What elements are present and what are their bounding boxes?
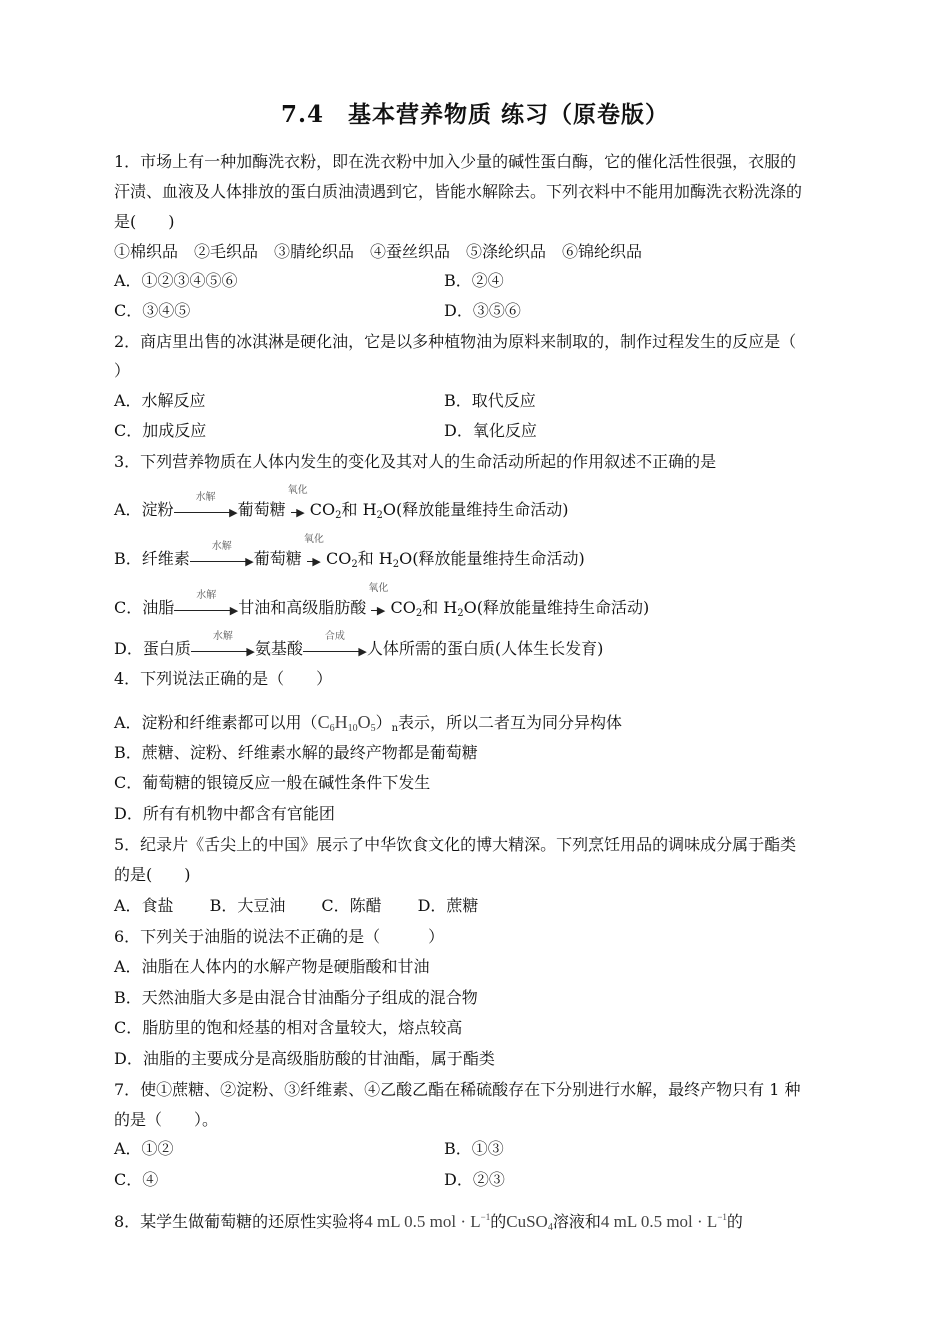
q1-option-a: A．①②③④⑤⑥ [114, 271, 238, 290]
q4-option-a [114, 712, 622, 734]
arrow-label: 水解 [196, 589, 217, 601]
arrow-label: 氧化 [287, 484, 308, 496]
arrow-label: 水解 [211, 540, 232, 552]
q4-option-d: D．所有有机物中都含有官能团 [114, 804, 335, 823]
q8-conc2: 4 mL 0.5 mol · L [600, 1212, 718, 1231]
arrow-label: 合成 [324, 630, 345, 642]
q1-option-c: C．③④⑤ [114, 301, 191, 320]
hydrolysis-arrow: 水解 ▶ [190, 550, 254, 570]
and-h-text: 和 H [341, 500, 377, 519]
q7-option-a: A．①② [114, 1139, 174, 1158]
page-title: 7.4 基本营养物质 练习（原卷版） [280, 101, 670, 128]
q8-mid2: 溶液和 [552, 1212, 601, 1231]
q4-option-b: B．蔗糖、淀粉、纤维素水解的最终产物都是葡萄糖 [114, 743, 478, 762]
q3-d-amino: 氨基酸 [254, 639, 303, 658]
q4-stem: 4．下列说法正确的是（ ） [114, 669, 333, 688]
q6-option-b: B．天然油脂大多是由混合甘油酯分子组成的混合物 [114, 988, 478, 1007]
q1-items: ①棉织品 ②毛织品 ③腈纶织品 ④蚕丝织品 ⑤涤纶织品 ⑥锦纶织品 [114, 242, 643, 261]
and-h-text: 和 H [357, 549, 393, 568]
arrow-label: 氧化 [368, 582, 389, 594]
q3-d-prefix: D．蛋白质 [114, 639, 191, 658]
release-text: O(释放能量维持生命活动) [382, 500, 569, 519]
q1-stem-line3: 是( ) [114, 212, 175, 231]
arrow-label: 水解 [195, 491, 216, 503]
q2-option-b: B．取代反应 [444, 391, 536, 410]
q5-option-d: D．蔗糖 [417, 896, 479, 915]
release-text: O(释放能量维持生命活动) [463, 598, 650, 617]
q2-option-a: A．水解反应 [114, 391, 206, 410]
q1-option-b: B．②④ [444, 271, 504, 290]
q5-stem-line2: 的是( ) [114, 865, 191, 884]
q5-option-b: B．大豆油 [209, 896, 286, 915]
q6-stem: 6．下列关于油脂的说法不正确的是（ ） [114, 927, 445, 946]
q7-option-c: C．④ [114, 1170, 159, 1189]
q6-option-a: A．油脂在人体内的水解产物是硬脂酸和甘油 [114, 957, 430, 976]
q2-stem-line1: 2．商店里出售的冰淇淋是硬化油，它是以多种植物油为原料来制取的，制作过程发生的反应是（ [114, 332, 797, 351]
q4-a-tail: 表示，所以二者互为同分异构体 [398, 713, 623, 732]
oxidation-arrow: 氧化 ▶ [307, 550, 321, 570]
synthesis-arrow: 合成 ▶ [303, 640, 367, 660]
oxidation-arrow: 氧化 ▶ [291, 501, 305, 521]
q3-a-glucose: 葡萄糖 [237, 500, 286, 519]
hydrolysis-arrow: 水解 ▶ [174, 599, 238, 619]
q1-option-d: D．③⑤⑥ [444, 301, 521, 320]
q8-conc1: 4 mL 0.5 mol · L [364, 1212, 481, 1231]
q3-stem: 3．下列营养物质在人体内发生的变化及其对人的生命活动所起的作用叙述不正确的是 [114, 452, 717, 471]
q8-exp1: −1 [480, 1212, 491, 1222]
arrow-label: 氧化 [303, 533, 324, 545]
q2-stem-line2: ） [114, 361, 131, 380]
q5-option-c: C．陈醋 [321, 896, 382, 915]
hydrolysis-arrow: 水解 ▶ [191, 640, 255, 660]
q8-pre: 8．某学生做葡萄糖的还原性实验将 [114, 1212, 365, 1231]
formula-sub6: 6 [329, 723, 335, 734]
arrow-label: 水解 [212, 630, 233, 642]
q8-cuso: CuSO [506, 1212, 548, 1231]
q3-c-prefix: C．油脂 [114, 598, 175, 617]
and-h-text: 和 H [422, 598, 458, 617]
q7-option-b: B．①③ [444, 1139, 504, 1158]
q3-option-a: A．淀粉 水解 ▶ 葡萄糖 氧化 ▶ $CO_2$和 $H_2O$(释放能量维持生命活动) [114, 500, 569, 521]
q3-d-end: 人体所需的蛋白质(人体生长发育) [366, 639, 604, 658]
q8-end: 的 [726, 1212, 743, 1231]
formula-n: n [391, 723, 399, 734]
formula-c: C [317, 712, 330, 732]
q8-stem [114, 1212, 743, 1232]
q1-stem-line1: 1．市场上有一种加酶洗衣粉，即在洗衣粉中加入少量的碱性蛋白酶，它的催化活性很强，衣服的 [114, 152, 797, 171]
formula-sub10: 10 [347, 723, 358, 734]
q6-option-c: C．脂肪里的饱和烃基的相对含量较大，熔点较高 [114, 1018, 463, 1037]
q6-option-d: D．油脂的主要成分是高级脂肪酸的甘油酯，属于酯类 [114, 1049, 495, 1068]
q3-option-d [114, 630, 604, 660]
formula-sub5: 5 [370, 723, 376, 734]
q3-option-b: B．纤维素 水解 ▶ 葡萄糖 氧化 ▶ $CO_2$和 $H_2O$(释放能量维持生命活动) [114, 549, 585, 570]
q2-option-c: C．加成反应 [114, 421, 207, 440]
q3-b-glucose: 葡萄糖 [253, 549, 302, 568]
q4-a-pre: A．淀粉和纤维素都可以用（ [114, 713, 318, 732]
co2-text: CO [325, 549, 352, 568]
oxidation-arrow: 氧化 ▶ [371, 599, 385, 619]
co2-text: CO [309, 500, 336, 519]
formula-o: O [357, 712, 371, 732]
q5-options [114, 896, 478, 916]
q8-sub4: 4 [547, 1222, 553, 1233]
q8-exp2: −1 [717, 1212, 727, 1222]
q7-stem-line1: 7．使①蔗糖、②淀粉、③纤维素、④乙酸乙酯在稀硫酸存在下分别进行水解，最终产物只有 1 种 [114, 1080, 801, 1099]
co2-text: CO [390, 598, 416, 617]
hydrolysis-arrow: 水解 ▶ [174, 501, 238, 521]
q4-a-post: ） [375, 713, 392, 732]
formula-h: H [334, 712, 348, 732]
q7-option-d: D．②③ [444, 1170, 505, 1189]
q3-b-prefix: B．纤维素 [114, 549, 190, 568]
q1-stem-line2: 汗渍、血液及人体排放的蛋白质油渍遇到它，皆能水解除去。下列衣料中不能用加酶洗衣粉洗涤的 [114, 182, 803, 201]
polysaccharide-formula [317, 712, 376, 734]
q8-mid1: 的 [490, 1212, 507, 1231]
q3-c-products: 甘油和高级脂肪酸 [238, 598, 367, 617]
q7-stem-line2: 的是（ ）。 [114, 1110, 219, 1129]
q3-a-prefix: A．淀粉 [114, 500, 174, 519]
q4-option-c: C．葡萄糖的银镜反应一般在碱性条件下发生 [114, 773, 431, 792]
q5-stem-line1: 5．纪录片《舌尖上的中国》展示了中华饮食文化的博大精深。下列烹饪用品的调味成分属于酯类 [114, 835, 797, 854]
q2-option-d: D．氧化反应 [444, 421, 537, 440]
q5-option-a: A．食盐 [114, 896, 174, 915]
q3-option-c: C．油脂 水解 ▶ 甘油和高级脂肪酸 氧化 ▶ $CO_2$和 $H_2O$(释放能量维持生命活动) [114, 598, 649, 619]
release-text: O(释放能量维持生命活动) [399, 549, 585, 568]
